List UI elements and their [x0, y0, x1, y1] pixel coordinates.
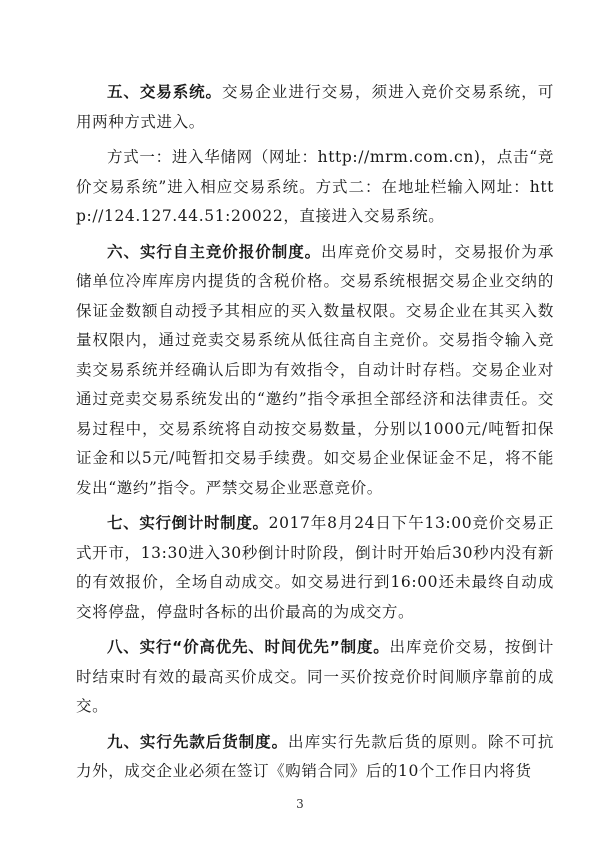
section-access-methods: [76, 143, 554, 232]
section-heading: 六、实行自主竞价报价制度。: [107, 242, 322, 261]
section-heading: 九、实行先款后货制度。: [107, 732, 289, 751]
section-price-time-priority: [76, 633, 554, 722]
section-text: 2017年8月24日下午13:00竞价交易正式开市，13:30进入30秒倒计时阶段，倒计时开始后30秒内没有新的有效报价，全场自动成交。如交易进行到16:00还未最终自动成交将停盘，停盘时各标的出价最高的为成交方。: [76, 514, 554, 621]
section-payment-first: [76, 728, 554, 787]
section-trading-system: [76, 78, 554, 137]
section-heading: 五、交易系统。: [107, 83, 222, 101]
section-text: 方式一：进入华储网（网址：http://mrm.com.cn)，点击“竞价交易系统”进入相应交易系统。方式二：在地址栏输入网址：http://124.127.44.51:20022，直接进入交易系统。: [76, 148, 554, 225]
section-self-bidding: [76, 238, 554, 504]
section-heading: 八、实行“价高优先、时间优先”制度。: [107, 638, 390, 656]
page-number: 3: [296, 797, 304, 811]
section-text: 出库实行先款后货的原则。除不可抗力外，成交企业必须在签订《购销合同》后的10个工作日内将货: [76, 732, 554, 780]
section-text: 出库竞价交易，按倒计时结束时有效的最高买价成交。同一买价按竞价时间顺序靠前的成交。: [76, 638, 554, 715]
section-text: 交易企业进行交易，须进入竞价交易系统，可用两种方式进入。: [76, 83, 554, 131]
section-countdown: [76, 509, 554, 627]
section-heading: 七、实行倒计时制度。: [107, 514, 269, 532]
document-body: [76, 78, 554, 793]
section-text: 出库竞价交易时，交易报价为承储单位冷库库房内提货的含税价格。交易系统根据交易企业交纳的保证金数额自动授予其相应的买入数量权限。交易企业在其买入数量权限内，通过竞卖交易系统从低往高自主竞价。交易指令输入竞卖交易系统并经确认后即为有效指令，自动计时存档。交易企业对通过竞卖交易系统发出的“邀约”指令承担全部经济和法律责任。交易过程中，交易系统将自动按交易数量，分别以1000元/吨暂扣保证金和以5元/吨暂扣交易手续费。如交易企业保证金不足，将不能发出“邀约”指令。严禁交易企业恶意竞价。: [76, 242, 555, 497]
